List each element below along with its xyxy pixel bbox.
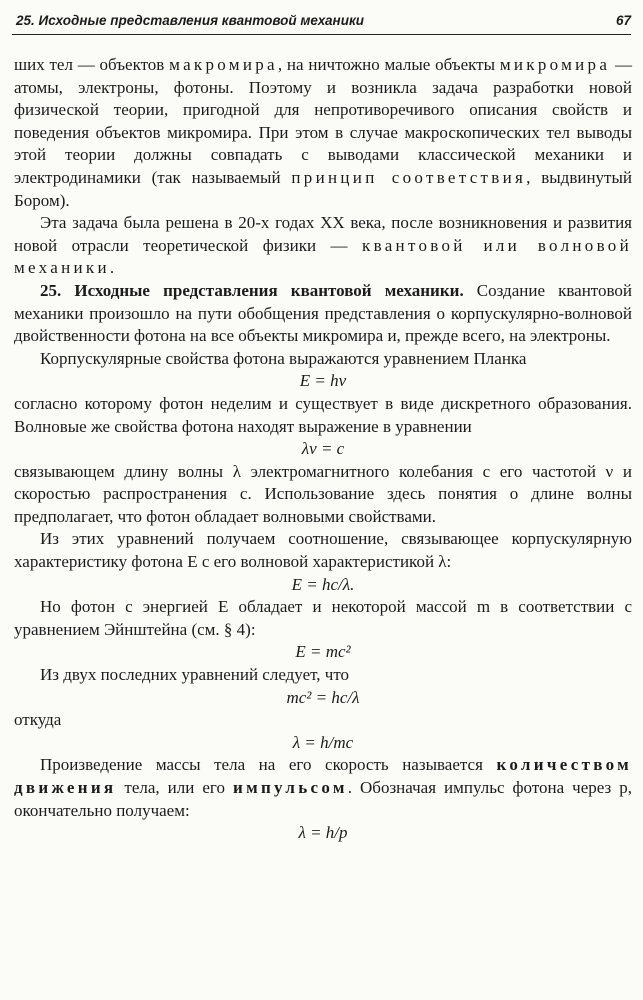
text-span: тела, или его: [116, 778, 233, 797]
paragraph-macro-micro: [14, 54, 632, 212]
formula-equate: mc² = hc/λ: [286, 687, 360, 707]
spaced-term-quantum-mechanics: квантовой или волновой механики: [14, 235, 633, 278]
section-heading: 25. Исходные представления квантовой механики.: [40, 280, 464, 300]
text-span: Эта задача была решена в 20-х годах XX века, после возникновения и развития новой отрасли теоретической физики —: [14, 213, 632, 255]
paragraph-wavelength: связывающем длину волны λ электромагнитного колебания с его частотой ν и скоростью распространения c. Использование здесь понятия о длине волны предполагает, что фотон обладает волновыми свойствами.: [14, 461, 632, 526]
paragraph-twenties: [14, 212, 632, 280]
page-body: [14, 54, 632, 845]
spaced-term-impulse: импульсом: [232, 778, 348, 797]
formula-de-broglie: λ = h/p: [298, 823, 348, 843]
formula-einstein: E = mc²: [295, 642, 351, 662]
page-number: 67: [615, 13, 631, 28]
formula-energy-wavelength: E = hc/λ.: [291, 574, 355, 594]
text-span: Создание квантовой механики произошло на пути обобщения представления о корпускулярно-волновой двойственности фотона на все объекты микромира и, прежде всего, на электроны.: [14, 280, 633, 346]
text-span: , на ничтожно малые объекты: [277, 55, 500, 74]
text-span: ших тел — объектов: [14, 55, 170, 74]
paragraph-einstein: Но фотон с энергией E обладает и некоторой массой m в соответствии с уравнением Эйнштейна (см. § 4):: [14, 597, 632, 639]
spaced-term-macroworld: макромира: [169, 55, 278, 74]
paragraph-relation: Из этих уравнений получаем соотношение, связывающее корпускулярную характеристику фотона E с его волновой характеристикой λ:: [14, 529, 632, 572]
spaced-term-correspondence-principle: принцип соответствия: [291, 167, 527, 187]
text-span: — атомы, электроны, фотоны. Поэтому и возникла задача разработки новой физической теории, пригодной для непротиворечивого описания свойств и поведения объектов микромира. При этом в случае макроскопических тел выводы этой теории должны совпадать с выводами классической механики и электродинамики (так называемый: [14, 55, 633, 187]
spaced-term-microworld: микромира: [499, 55, 611, 74]
text-span: . Обозначая импульс фотона через p, окончательно получаем:: [14, 778, 633, 820]
paragraph-indivisible: согласно которому фотон неделим и существует в виде дискретного образования. Волновые же свойства фотона находят выражение в уравнении: [14, 393, 632, 436]
formula-wavelength-mass: λ = h/mc: [292, 732, 354, 752]
header-title: 25. Исходные представления квантовой механики: [16, 13, 365, 28]
text-span: Произведение массы тела на его скорость называется: [40, 755, 497, 775]
paragraph-corpuscular: Корпускулярные свойства фотона выражаются уравнением Планка: [40, 348, 527, 368]
running-header: [12, 8, 631, 35]
paragraph-two-equations: Из двух последних уравнений следует, что: [40, 665, 350, 685]
paragraph-whence: откуда: [14, 710, 62, 730]
formula-wave: λν = c: [301, 439, 345, 459]
paragraph-momentum: [14, 754, 632, 822]
spaced-term-momentum-quantity: количеством движения: [14, 755, 632, 797]
text-span: , выдвинутый Бором).: [14, 167, 632, 210]
text-span: .: [109, 258, 115, 278]
formula-planck: E = hν: [299, 371, 347, 391]
section-25-paragraph: [14, 280, 632, 348]
